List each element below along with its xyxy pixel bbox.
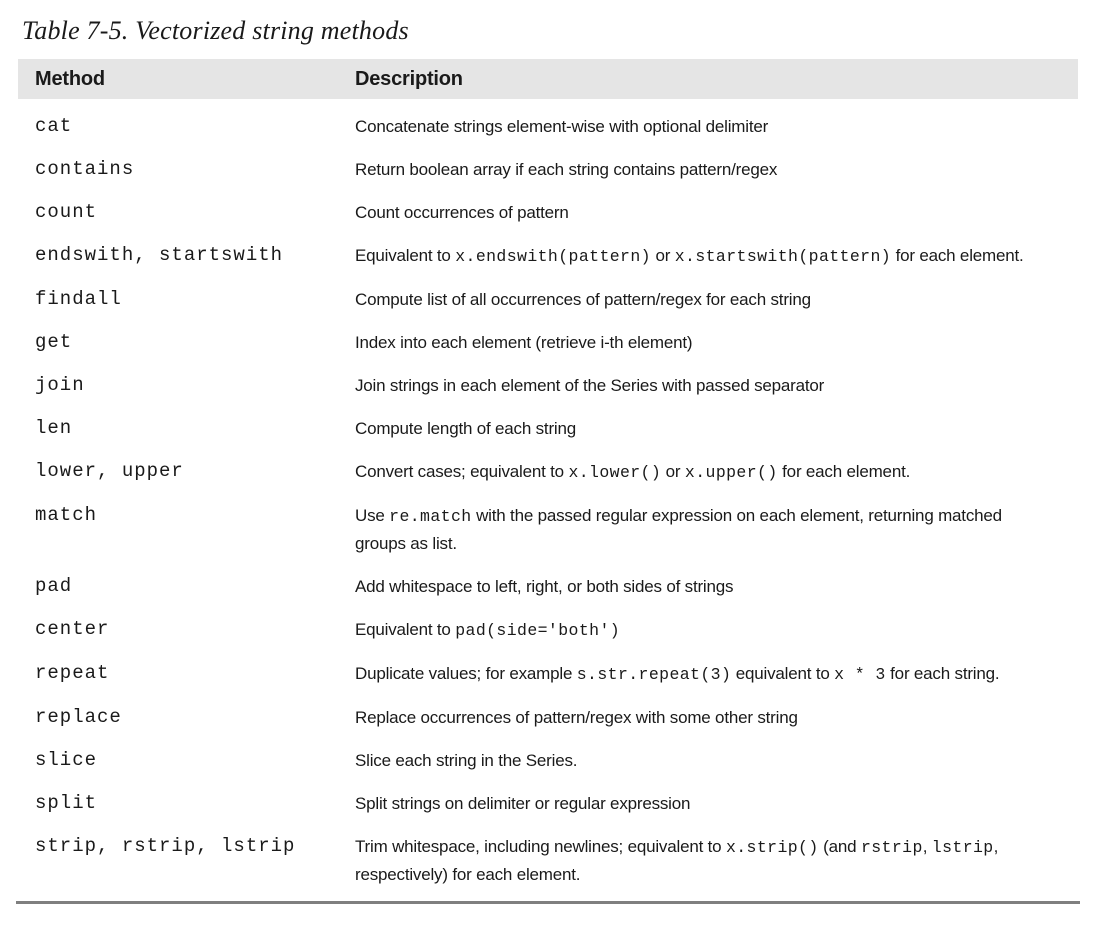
inline-code: pad(side='both') bbox=[455, 621, 621, 640]
method-description: Index into each element (retrieve i-th element) bbox=[355, 333, 693, 352]
method-description: Replace occurrences of pattern/regex with some other string bbox=[355, 708, 798, 727]
inline-code: lstrip bbox=[931, 838, 994, 857]
column-header-method: Method bbox=[35, 67, 105, 90]
method-name: strip, rstrip, lstrip bbox=[35, 835, 296, 857]
vectorized-string-methods-table bbox=[18, 59, 1078, 904]
method-name: cat bbox=[35, 115, 73, 137]
inline-code: re.match bbox=[389, 507, 472, 526]
inline-code: x * 3 bbox=[834, 665, 886, 684]
method-description: Split strings on delimiter or regular expression bbox=[355, 794, 691, 813]
method-description: Equivalent to x.endswith(pattern) or x.startswith(pattern) for each element. bbox=[355, 246, 1024, 266]
method-description: Equivalent to pad(side='both') bbox=[355, 620, 621, 640]
method-name: findall bbox=[35, 288, 122, 310]
method-description: Return boolean array if each string contains pattern/regex bbox=[355, 160, 778, 179]
method-name: repeat bbox=[35, 662, 110, 684]
table-row bbox=[18, 450, 1078, 494]
method-description: Compute list of all occurrences of pattern/regex for each string bbox=[355, 290, 811, 309]
table-row bbox=[18, 565, 1078, 608]
table-row bbox=[18, 696, 1078, 739]
table-body bbox=[18, 99, 1078, 896]
table-header-row bbox=[18, 59, 1078, 99]
table-row bbox=[18, 825, 1078, 896]
table-row bbox=[18, 105, 1078, 148]
table-row bbox=[18, 278, 1078, 321]
method-name: replace bbox=[35, 706, 122, 728]
method-name: pad bbox=[35, 575, 73, 597]
method-name: contains bbox=[35, 158, 135, 180]
inline-code: x.endswith(pattern) bbox=[455, 247, 651, 266]
table-row bbox=[18, 652, 1078, 696]
method-description: Duplicate values; for example s.str.repeat(3) equivalent to x * 3 for each string. bbox=[355, 664, 1000, 684]
method-name: match bbox=[35, 504, 98, 526]
method-name: center bbox=[35, 618, 110, 640]
inline-code: rstrip bbox=[860, 838, 923, 857]
column-header-description: Description bbox=[355, 67, 463, 90]
method-name: split bbox=[35, 792, 98, 814]
method-description: Join strings in each element of the Series with passed separator bbox=[355, 376, 825, 395]
method-name: lower, upper bbox=[35, 460, 184, 482]
table-row bbox=[18, 364, 1078, 407]
method-name: count bbox=[35, 201, 98, 223]
method-name: join bbox=[35, 374, 85, 396]
inline-code: x.upper() bbox=[684, 463, 778, 482]
table-row bbox=[18, 608, 1078, 652]
method-description: Use re.match with the passed regular expression on each element, returning matched groups as list. bbox=[355, 506, 1002, 553]
table-caption: Table 7-5. Vectorized string methods bbox=[22, 16, 409, 45]
method-description: Trim whitespace, including newlines; equivalent to x.strip() (and rstrip, lstrip, respectively) for each element. bbox=[355, 837, 999, 884]
table-row bbox=[18, 321, 1078, 364]
method-description: Count occurrences of pattern bbox=[355, 203, 569, 222]
inline-code: x.lower() bbox=[568, 463, 662, 482]
method-description: Compute length of each string bbox=[355, 419, 577, 438]
table-row bbox=[18, 782, 1078, 825]
inline-code: x.startswith(pattern) bbox=[674, 247, 892, 266]
method-name: slice bbox=[35, 749, 98, 771]
method-name: get bbox=[35, 331, 73, 353]
method-description: Concatenate strings element-wise with optional delimiter bbox=[355, 117, 769, 136]
method-description: Slice each string in the Series. bbox=[355, 751, 578, 770]
table-row bbox=[18, 191, 1078, 234]
table-row bbox=[18, 739, 1078, 782]
table-bottom-rule bbox=[16, 901, 1080, 904]
method-description: Add whitespace to left, right, or both sides of strings bbox=[355, 577, 734, 596]
inline-code: x.strip() bbox=[725, 838, 819, 857]
table-row bbox=[18, 494, 1078, 565]
inline-code: s.str.repeat(3) bbox=[576, 665, 732, 684]
method-description: Convert cases; equivalent to x.lower() or x.upper() for each element. bbox=[355, 462, 911, 482]
method-name: endswith, startswith bbox=[35, 244, 284, 266]
table-row bbox=[18, 148, 1078, 191]
table-row bbox=[18, 407, 1078, 450]
table-row bbox=[18, 234, 1078, 278]
method-name: len bbox=[35, 417, 73, 439]
